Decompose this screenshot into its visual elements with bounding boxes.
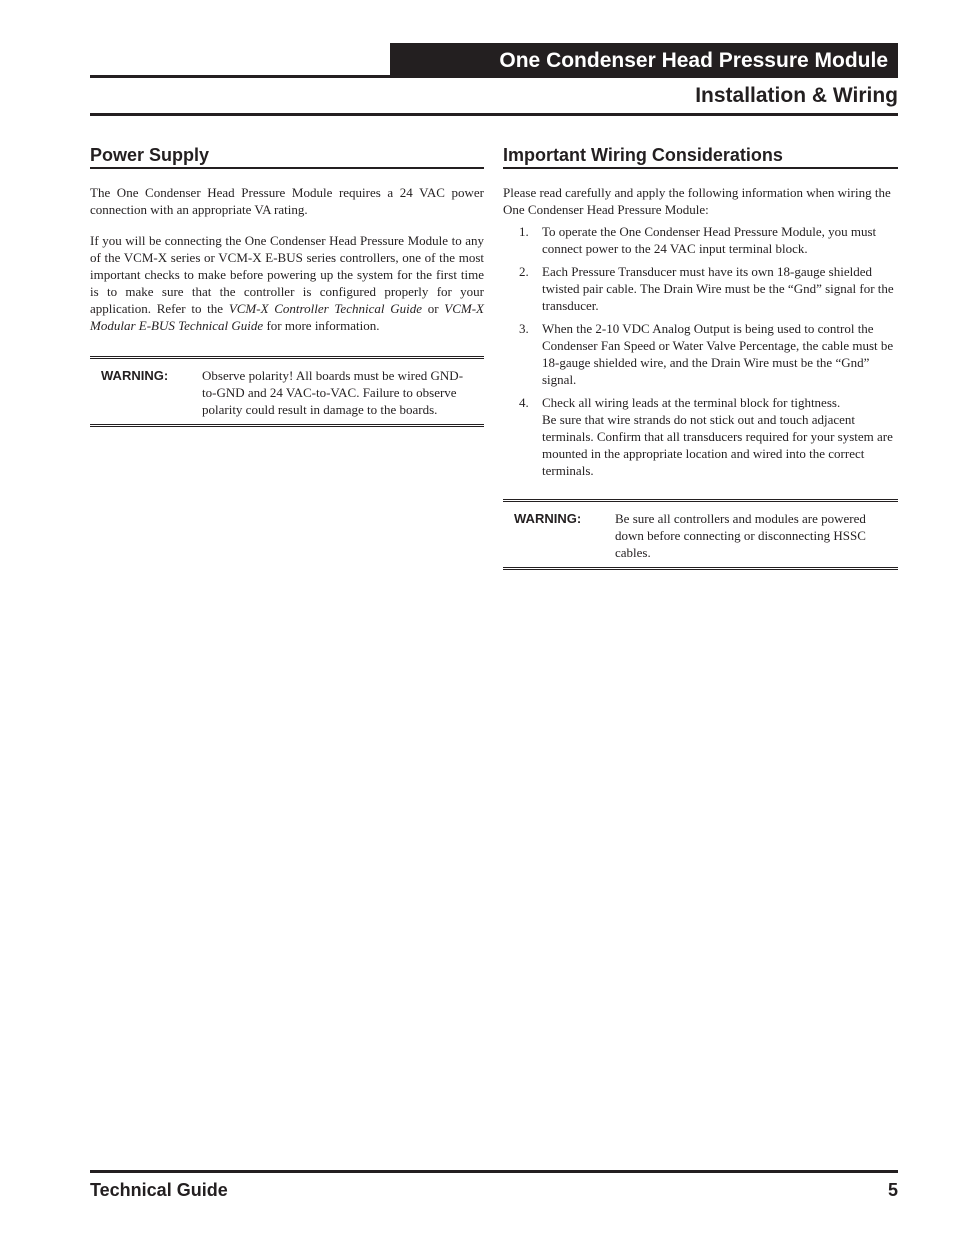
module-title: One Condenser Head Pressure Module: [499, 48, 888, 72]
warning-label: WARNING:: [101, 368, 169, 383]
header-divider-bottom: [90, 113, 898, 116]
warning-text: Be sure all controllers and modules are powered down before connecting or disconnecting HSSC cables.: [615, 511, 866, 560]
wiring-considerations-section: [503, 144, 898, 570]
power-supply-paragraph-2: [90, 232, 484, 334]
list-number: 2.: [519, 264, 529, 279]
power-supply-section: [90, 144, 484, 427]
list-number: 3.: [519, 321, 529, 336]
warning-text: Observe polarity! All boards must be wired GND-to-GND and 24 VAC-to-VAC. Failure to observe polarity could result in damage to the boards.: [202, 368, 464, 417]
reference-vcmx-technical-guide: VCM-X Controller Technical Guide: [228, 301, 422, 316]
warning-label: WARNING:: [514, 511, 582, 526]
hssc-warning-box: [503, 499, 898, 570]
header-divider: [90, 75, 898, 78]
polarity-warning-box: [90, 356, 484, 427]
list-text: Check all wiring leads at the terminal block for tightness.: [542, 395, 841, 410]
wiring-list: [503, 223, 898, 479]
list-item: [503, 394, 898, 479]
list-text: To operate the One Condenser Head Pressure Module, you must connect power to the 24 VAC input terminal block.: [542, 224, 877, 256]
list-item: [503, 320, 898, 388]
list-number: 1.: [519, 224, 529, 239]
list-number: 4.: [519, 395, 529, 410]
page-number: 5: [887, 1180, 898, 1200]
wiring-considerations-heading: Important Wiring Considerations: [503, 144, 898, 169]
reference-vcmx-modular-ebus-guide: VCM-X Modular E-BUS Technical Guide: [90, 301, 484, 333]
paragraph-text: If you will be connecting the One Condenser Head Pressure Module to any of the VCM-X series or VCM-X E-BUS series controllers, one of the most important checks to make before powering up the system for the first time is to make sure that the controller is configured properly for your application. Refer to the: [90, 233, 484, 316]
list-item: [503, 263, 898, 314]
power-supply-paragraph-1: The One Condenser Head Pressure Module requires a 24 VAC power connection with an appropriate VA rating.: [90, 185, 484, 217]
module-title-banner: [390, 43, 898, 78]
footer-guide-title: Technical Guide: [90, 1180, 228, 1200]
power-supply-heading: Power Supply: [90, 144, 484, 169]
footer-divider: [90, 1170, 898, 1173]
list-item: [503, 223, 898, 257]
paragraph-text: or: [421, 301, 445, 316]
list-text: When the 2-10 VDC Analog Output is being used to control the Condenser Fan Speed or Water Valve Percentage, the cable must be 18-gauge shielded wire, and the Drain Wire must be the “Gnd” signal.: [542, 321, 894, 387]
list-text: Each Pressure Transducer must have its own 18-gauge shielded twisted pair cable. The Drain Wire must be the “Gnd” signal for the transducer.: [542, 264, 894, 313]
paragraph-text: for more information.: [263, 318, 380, 333]
section-title: Installation & Wiring: [695, 84, 898, 107]
list-text: Be sure that wire strands do not stick out and touch adjacent terminals. Confirm that all transducers required for your system are mounted in the appropriate location and wired into the correct terminals.: [542, 412, 893, 478]
wiring-intro: Please read carefully and apply the following information when wiring the One Condenser Head Pressure Module:: [503, 185, 891, 217]
